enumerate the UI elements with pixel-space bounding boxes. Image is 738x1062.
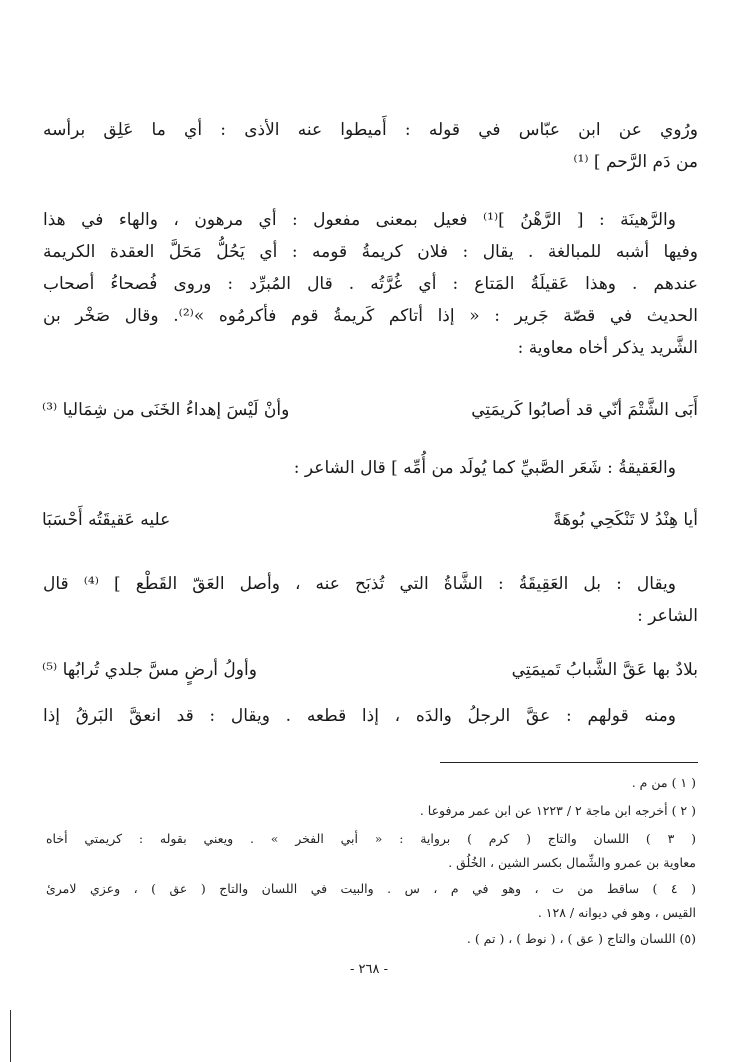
- verse-2-second-hemistich: عليه عَقيقَتُه أَحْسَبَا: [42, 510, 171, 530]
- footnote-3-continued: معاوية بن عمرو والشِّمال بكسر الشين ، الخُلُق .: [448, 855, 696, 870]
- body-line-aqiqa: والعَقيقةُ : شَعَر الصَّبيِّ كما يُولَد من أُمِّه ] قال الشاعر :: [293, 458, 676, 478]
- footnote-1: ( ١ ) من م .: [631, 775, 696, 790]
- body-line-10: ومنه قولهم : عقَّ الرجلُ والدَه ، إذا قطعه . ويقال : قد انعقَّ البَرقُ إذا: [43, 706, 676, 726]
- body-line-1: ورُوي عن ابن عبّاس في قوله : أَميطوا عنه الأذى : أي ما عَلِق برأسه: [43, 120, 698, 140]
- body-line-4: وفيها أشبه للمبالغة . يقال : فلان كريمةُ قومه : أي يَحُلُّ مَحَلَّ العقدة الكريمة: [43, 242, 698, 262]
- page-number: - ٢٦٨ -: [349, 962, 388, 977]
- body-line-2: من دَم الرَّحم ] ⁽¹⁾: [573, 152, 698, 172]
- verse-2-first-hemistich: أيا هِنْدُ لا تَنْكَحِي بُوهَةً: [553, 510, 698, 530]
- scan-edge-line: [10, 1010, 11, 1062]
- body-line-3: والرَّهينَة : [ الرَّهْنُ ]⁽¹⁾ فعيل بمعنى مفعول : أي مرهون ، والهاء في هذا: [43, 210, 676, 230]
- body-line-6: الحديث في قصّة جَرير : « إذا أتاكم كَريمةُ قوم فأكرمُوه »⁽²⁾. وقال صَخْر بن: [43, 306, 698, 326]
- verse-1-second-hemistich: وأنْ لَيْسَ إهداءُ الخَنَى من شِمَاليا ⁽³⁾: [42, 400, 290, 420]
- footnote-4-continued: القيس ، وهو في ديوانه / ١٢٨ .: [537, 905, 696, 920]
- verse-1-first-hemistich: أَبَى الشَّتْمَ أنّي قد أصابُوا كَريمَتِي: [471, 400, 698, 420]
- body-line-8: ويقال : بل العَقِيقَةُ : الشَّاةُ التي تُذبَح عنه ، وأصل العَقّ القَطْع ] ⁽⁴⁾ قال: [43, 574, 676, 594]
- body-line-5: عندهم . وهذا عَقيلَةُ المَتاع : أي غُرَّتُه . قال المُبرِّد : وروى فُصحاءُ أصحاب: [43, 274, 698, 294]
- footnote-5: (٥) اللسان والتاج ( عق ) ، ( نوط ) ، ( تم ) .: [466, 931, 696, 946]
- body-line-7: الشَّريد يذكر أخاه معاوية :: [517, 338, 698, 358]
- footnote-4: ( ٤ ) ساقط من ت ، وهو في م ، س . والبيت في اللسان والتاج ( عق ) ، وعزي لامرئ: [46, 881, 696, 896]
- footnote-separator: [440, 762, 698, 763]
- verse-3-first-hemistich: بلادٌ بها عَقَّ الشَّبابُ تَميمَتِي: [511, 660, 698, 680]
- verse-3-second-hemistich: وأولُ أرضٍ مسَّ جلدي تُرابُها ⁽⁵⁾: [42, 660, 257, 680]
- footnote-2: ( ٢ ) أخرجه ابن ماجة ٢ / ١٢٢٣ عن ابن عمر مرفوعا .: [419, 803, 696, 818]
- body-line-9: الشاعر :: [637, 606, 698, 626]
- footnote-3: ( ٣ ) اللسان والتاج ( كرم ) برواية : « أبي الفخر » . ويعني بقوله : كريمتي أخاه: [46, 831, 696, 846]
